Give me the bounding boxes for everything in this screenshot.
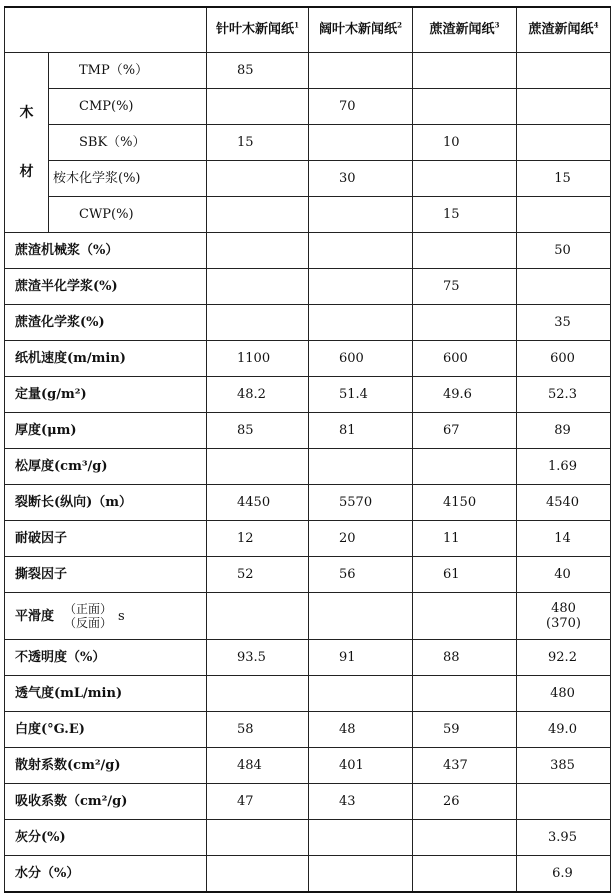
row-label: 吸收系数（cm²/g) [5,784,207,820]
table-row [5,269,611,305]
row-label: 耐破因子 [5,521,207,557]
row-label: 透气度(mL/min) [5,676,207,712]
header-softwood-newsprint: 针叶木新闻纸$^1$ [207,7,309,53]
table-row [5,485,611,521]
smoothness-sides: （正面） （反面） [64,602,113,630]
table-row [5,856,611,893]
cell-value [207,593,309,640]
cell-value [309,593,413,640]
cell-value [413,53,517,89]
cell-value [207,449,309,485]
cell-value: 52 [207,557,309,593]
cell-value [207,197,309,233]
row-label: 灰分(%) [5,820,207,856]
header-bagasse-newsprint-3: 蔗渣新闻纸$^3$ [413,7,517,53]
cell-value: 92.2 [517,640,611,676]
row-label: 厚度(μm) [5,413,207,449]
cell-value: 70 [309,89,413,125]
cell-value [309,269,413,305]
table-row [5,784,611,820]
cell-value: 5570 [309,485,413,521]
cell-value [309,53,413,89]
cell-value: 14 [517,521,611,557]
cell-value: 52.3 [517,377,611,413]
cell-value: 58 [207,712,309,748]
cell-value: 1100 [207,341,309,377]
table-row [5,413,611,449]
cell-value [413,161,517,197]
cell-value: 93.5 [207,640,309,676]
cell-value: 20 [309,521,413,557]
table-row [5,53,611,89]
cell-value: 61 [413,557,517,593]
row-label: 纸机速度(m/min) [5,341,207,377]
cell-value [207,856,309,893]
row-label: 蔗渣半化学浆(%) [5,269,207,305]
wood-group-label: 木 材 [5,53,49,233]
cell-value: 91 [309,640,413,676]
cell-value [413,89,517,125]
table-row [5,712,611,748]
cell-value: 484 [207,748,309,784]
row-label: 水分（%） [5,856,207,893]
cell-value [207,305,309,341]
table-row [5,820,611,856]
table-row [5,748,611,784]
cell-value: 26 [413,784,517,820]
cell-value: 56 [309,557,413,593]
cell-value: 81 [309,413,413,449]
row-label: 桉木化学浆(%) [49,161,207,197]
cell-value: 6.9 [517,856,611,893]
header-bagasse-newsprint-4: 蔗渣新闻纸$^4$ [517,7,611,53]
table-row [5,197,611,233]
cell-value: 50 [517,233,611,269]
cell-value [207,820,309,856]
smoothness-label: 平滑度 [15,608,55,624]
cell-value: 401 [309,748,413,784]
table-row [5,521,611,557]
cell-value [207,676,309,712]
table-row [5,233,611,269]
cell-value [413,820,517,856]
header-hardwood-newsprint: 阔叶木新闻纸$^2$ [309,7,413,53]
cell-value: 59 [413,712,517,748]
cell-value [309,305,413,341]
cell-value: 600 [517,341,611,377]
row-label: 散射系数(cm²/g) [5,748,207,784]
cell-value: 480 [517,676,611,712]
row-label: 撕裂因子 [5,557,207,593]
cell-value: 385 [517,748,611,784]
cell-value: 88 [413,640,517,676]
row-label: 不透明度（%） [5,640,207,676]
cell-value [309,125,413,161]
table-row [5,305,611,341]
cell-value [309,820,413,856]
cell-value [413,676,517,712]
cell-value: 40 [517,557,611,593]
cell-value [207,269,309,305]
cell-value: 4450 [207,485,309,521]
cell-value: 89 [517,413,611,449]
cell-value [517,784,611,820]
table-row [5,676,611,712]
row-label: CMP(%) [49,89,207,125]
cell-value [309,449,413,485]
row-label: 蔗渣化学浆(%) [5,305,207,341]
row-label: 蔗渣机械浆（%） [5,233,207,269]
cell-value [517,269,611,305]
cell-value: 47 [207,784,309,820]
row-label: 裂断长(纵向)（m） [5,485,207,521]
cell-value [207,89,309,125]
cell-value: 30 [309,161,413,197]
cell-value: 85 [207,53,309,89]
cell-value [413,305,517,341]
cell-value: 600 [309,341,413,377]
row-label: SBK（%） [49,125,207,161]
cell-value: 48 [309,712,413,748]
cell-value: 15 [207,125,309,161]
cell-value [413,593,517,640]
table-row [5,161,611,197]
table-row [5,557,611,593]
cell-value [413,233,517,269]
row-label: TMP（%） [49,53,207,89]
cell-value: 480 (370) [517,593,611,640]
cell-value: 75 [413,269,517,305]
cell-value: 43 [309,784,413,820]
row-label: 白度(°G.E) [5,712,207,748]
row-label: 定量(g/m²) [5,377,207,413]
cell-value: 85 [207,413,309,449]
cell-value: 49.6 [413,377,517,413]
row-label: 松厚度(cm³/g) [5,449,207,485]
cell-value: 35 [517,305,611,341]
cell-value: 437 [413,748,517,784]
cell-value: 67 [413,413,517,449]
cell-value: 1.69 [517,449,611,485]
header-blank-cell [5,7,207,53]
table-row [5,377,611,413]
cell-value: 49.0 [517,712,611,748]
cell-value: 11 [413,521,517,557]
cell-value: 51.4 [309,377,413,413]
cell-value: 600 [413,341,517,377]
cell-value [413,449,517,485]
cell-value [309,856,413,893]
cell-value [517,125,611,161]
table-row [5,640,611,676]
cell-value: 15 [413,197,517,233]
cell-value: 3.95 [517,820,611,856]
cell-value [517,89,611,125]
row-label: CWP(%) [49,197,207,233]
cell-value [517,53,611,89]
cell-value [309,676,413,712]
cell-value: 10 [413,125,517,161]
table-row [5,341,611,377]
cell-value: 12 [207,521,309,557]
table-row [5,449,611,485]
cell-value: 4150 [413,485,517,521]
cell-value [413,856,517,893]
smoothness-unit: s [118,608,125,624]
cell-value [207,161,309,197]
cell-value [517,197,611,233]
cell-value [207,233,309,269]
table-row [5,89,611,125]
table-row-smoothness [5,593,611,640]
cell-value [309,197,413,233]
newsprint-properties-table [4,6,611,893]
cell-value: 48.2 [207,377,309,413]
cell-value [309,233,413,269]
row-label [5,593,207,640]
table-row [5,125,611,161]
cell-value: 15 [517,161,611,197]
cell-value: 4540 [517,485,611,521]
